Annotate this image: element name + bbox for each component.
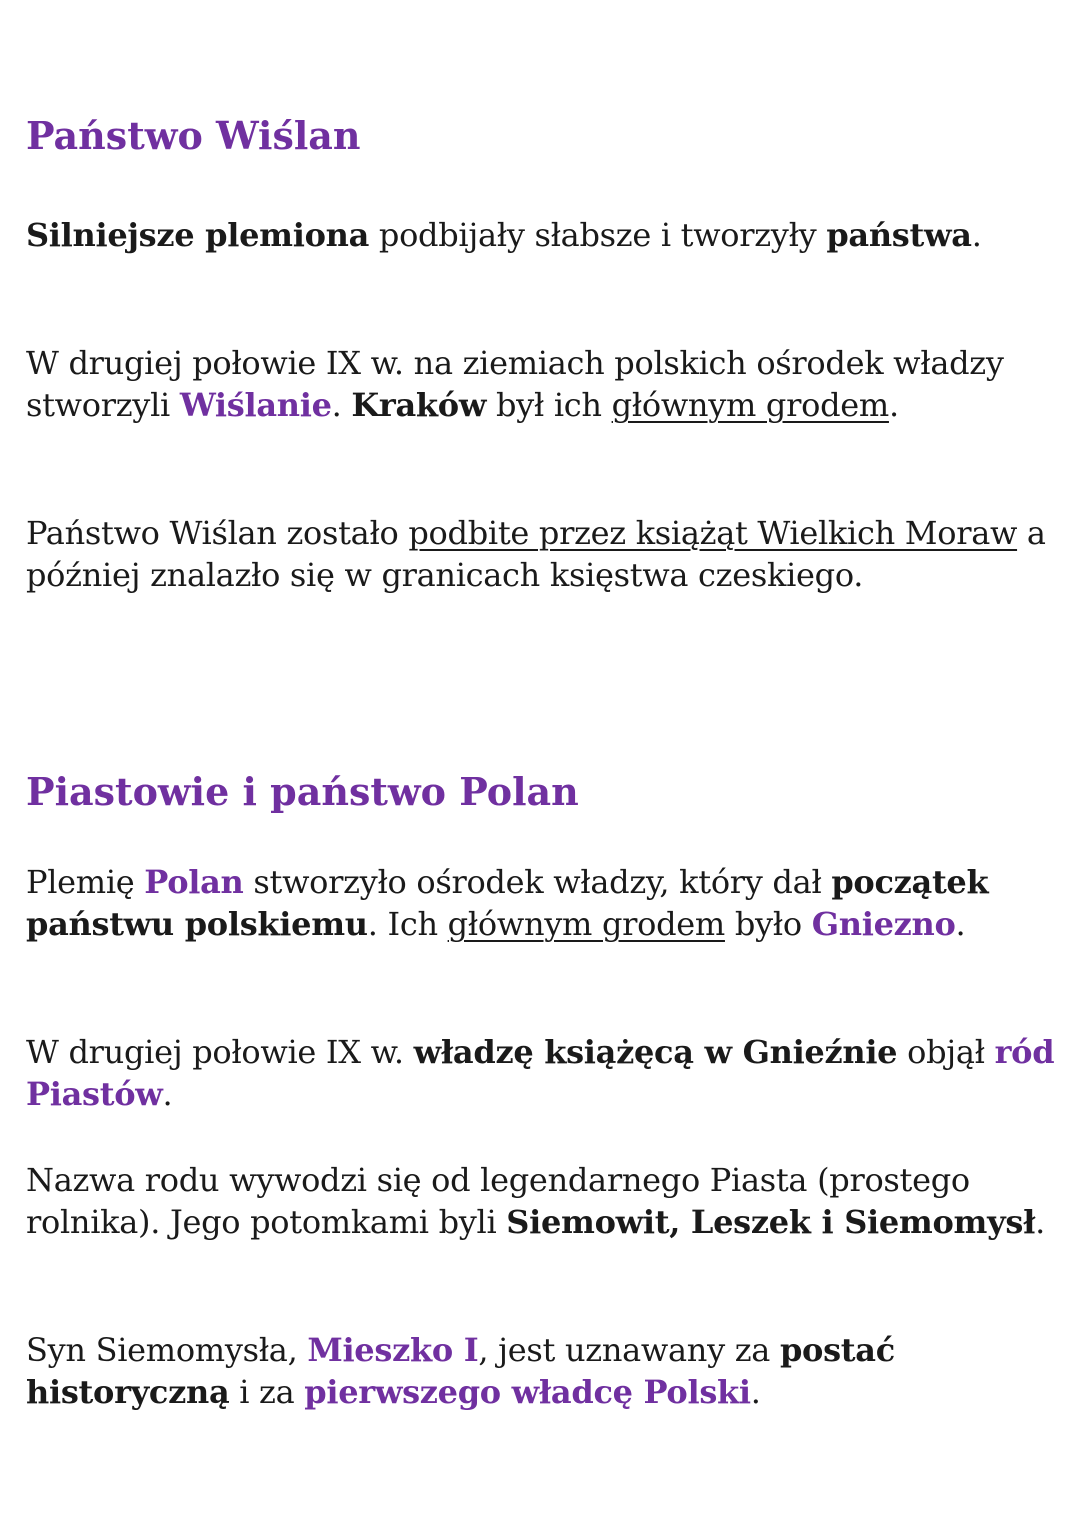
text: W drugiej połowie IX w.: [26, 1033, 414, 1071]
text: był ich: [486, 386, 612, 424]
bold-text: początek państwu polskiemu: [26, 863, 989, 943]
highlight-text: Wiślanie: [179, 386, 332, 424]
bold-text: Silniejsze plemiona: [26, 216, 370, 254]
paragraph-legendary-piast: [26, 1159, 1060, 1243]
text: Syn Siemomysła,: [26, 1331, 308, 1369]
bold-text: Siemowit, Leszek i Siemomysł: [506, 1203, 1036, 1241]
text: .: [750, 1373, 761, 1411]
text: było: [724, 905, 812, 943]
paragraph-piast-dynasty: [26, 1031, 1060, 1115]
paragraph-strong-tribes: [26, 214, 1060, 256]
paragraph-polan: [26, 861, 1060, 945]
bold-text: postać historyczną: [26, 1331, 895, 1411]
text: Plemię: [26, 863, 145, 901]
highlight-text: Gniezno: [811, 905, 956, 943]
highlight-text: pierwszego władcę Polski: [304, 1373, 751, 1411]
text: . Ich: [367, 905, 448, 943]
text: .: [955, 905, 966, 943]
underlined-text: głównym grodem: [447, 905, 725, 943]
underlined-text: podbite przez książąt Wielkich Moraw: [408, 514, 1018, 552]
text: .: [331, 386, 352, 424]
bold-text: Kraków: [351, 386, 487, 424]
text: Nazwa rodu wywodzi się od legendarnego Piasta (prostego rolnika). Jego potomkami byli: [26, 1161, 970, 1241]
paragraph-mieszko: [26, 1329, 1060, 1413]
underlined-text: głównym grodem: [611, 386, 889, 424]
text: a później znalazło się w granicach księstwa czeskiego.: [26, 514, 1046, 594]
text: .: [971, 216, 982, 254]
text: .: [162, 1075, 173, 1113]
text: Państwo Wiślan zostało: [26, 514, 409, 552]
text: i za: [229, 1373, 305, 1411]
text: , jest uznawany za: [478, 1331, 780, 1369]
highlight-text: Polan: [144, 863, 244, 901]
paragraph-moravia: [26, 512, 1060, 596]
text: objął: [897, 1033, 995, 1071]
highlight-text: ród Piastów: [26, 1033, 1055, 1113]
text: stworzyło ośrodek władzy, który dał: [243, 863, 832, 901]
text: .: [1035, 1203, 1045, 1241]
section-title-piastowie: Piastowie i państwo Polan: [26, 769, 579, 814]
section-title-wislan: Państwo Wiślan: [26, 113, 361, 158]
bold-text: państwa: [826, 216, 972, 254]
text: .: [888, 386, 899, 424]
text: W drugiej połowie IX w. na ziemiach polskich ośrodek władzy stworzyli: [26, 344, 1004, 424]
text: podbijały słabsze i tworzyły: [369, 216, 827, 254]
paragraph-wislanie: [26, 342, 1060, 426]
bold-text: władzę książęcą w Gnieźnie: [413, 1033, 898, 1071]
highlight-text: Mieszko I: [307, 1331, 479, 1369]
